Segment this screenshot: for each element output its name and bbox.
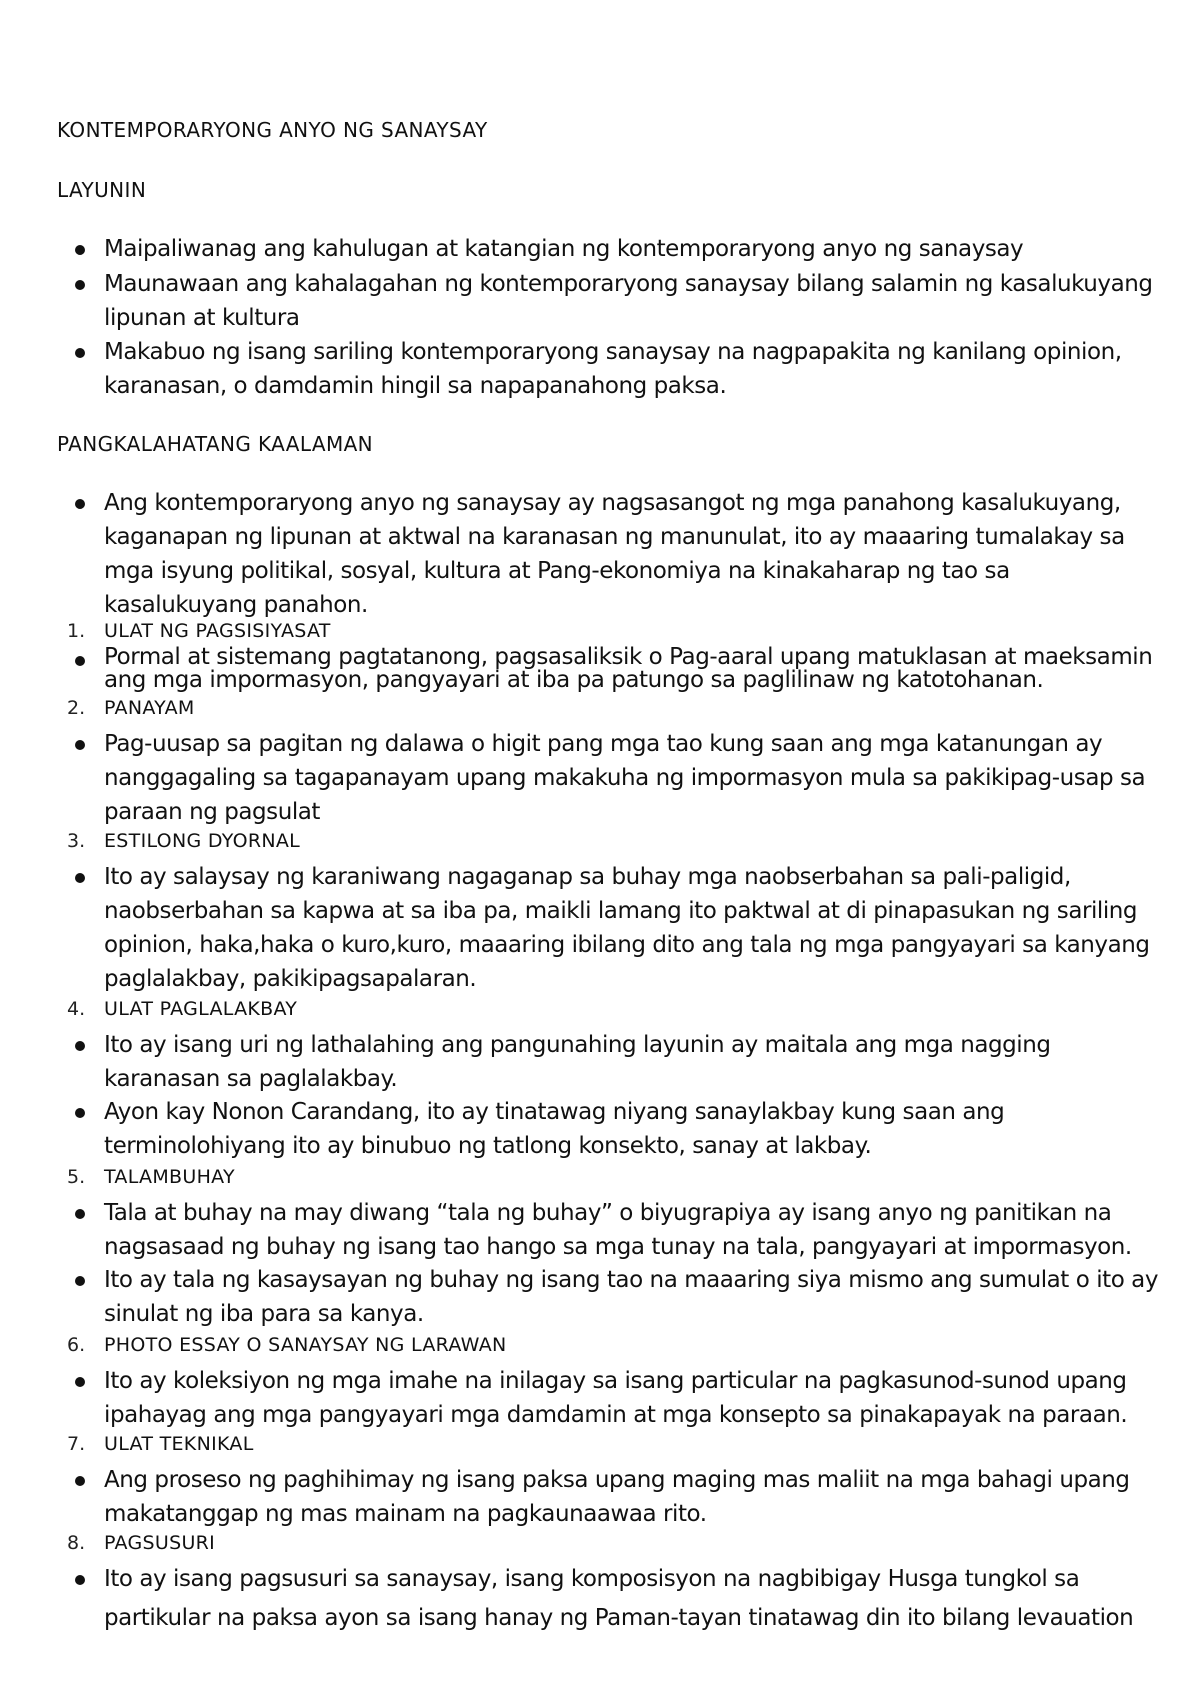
section-heading: PHOTO ESSAY O SANAYSAY NG LARAWAN <box>104 1334 507 1356</box>
section-bullet: Ayon kay Nonon Carandang, ito ay tinatawag niyang sanaylakbay kung saan ang terminolohiyang ito ay binubuo ng tatlong konsekto, sanay at lakbay. <box>104 1099 1005 1159</box>
layunin-item: Makabuo ng isang sariling kontemporaryong sanaysay na nagpapakita ng kanilang opinion, karanasan, o damdamin hingil sa napapanahong paksa. <box>104 339 1122 399</box>
bullet-icon <box>75 1377 85 1387</box>
section-bullet: Pormal at sistemang pagtatanong, pagsasaliksik o Pag-aaral upang matuklasan at maeksamin ang mga impormasyon, pangyayari at iba pa patungo sa paglilinaw ng katotohanan. <box>104 644 1153 693</box>
section-heading: TALAMBUHAY <box>104 1166 235 1188</box>
bullet-icon <box>75 740 85 750</box>
section-number: 4. <box>67 998 86 1020</box>
section-number: 6. <box>67 1334 86 1356</box>
section-number: 1. <box>67 620 86 642</box>
layunin-item: Maunawaan ang kahalagahan ng kontemporaryong sanaysay bilang salamin ng kasalukuyang lipunan at kultura <box>104 271 1153 331</box>
bullet-icon <box>75 280 85 290</box>
section-heading: PANAYAM <box>104 697 195 719</box>
section-heading: ESTILONG DYORNAL <box>104 830 301 852</box>
section-number: 7. <box>67 1433 86 1455</box>
bullet-icon <box>75 1476 85 1486</box>
layunin-item: Maipaliwanag ang kahulugan at katangian ng kontemporaryong anyo ng sanaysay <box>104 236 1024 262</box>
bullet-icon <box>75 245 85 255</box>
bullet-icon <box>75 1041 85 1051</box>
bullet-icon <box>75 1108 85 1118</box>
section-bullet: Ito ay isang pagsusuri sa sanaysay, isang komposisyon na nagbibigay Husga tungkol sa partikular na paksa ayon sa isang hanay ng Paman-tayan tinatawag din ito bilang levauation <box>104 1566 1134 1631</box>
layunin-heading: LAYUNIN <box>57 178 147 202</box>
section-bullet: Pag-uusap sa pagitan ng dalawa o higit pang mga tao kung saan ang mga katanungan ay nanggagaling sa tagapanayam upang makakuha ng impormasyon mula sa pakikipag-usap sa paraan ng pagsulat <box>104 731 1146 825</box>
section-number: 3. <box>67 830 86 852</box>
bullet-icon <box>75 656 85 666</box>
section-number: 2. <box>67 697 86 719</box>
section-heading: ULAT NG PAGSISIYASAT <box>104 620 331 642</box>
bullet-icon <box>75 1575 85 1585</box>
pangkalahatan-heading: PANGKALAHATANG KAALAMAN <box>57 432 374 456</box>
section-bullet: Ito ay koleksiyon ng mga imahe na inilagay sa isang particular na pagkasunod-sunod upang ipahayag ang mga pangyayari mga damdamin at mga konsepto sa pinakapayak na paraan. <box>104 1368 1128 1428</box>
bullet-icon <box>75 499 85 509</box>
section-heading: ULAT PAGLALAKBAY <box>104 998 298 1020</box>
bullet-icon <box>75 873 85 883</box>
section-bullet: Ito ay salaysay ng karaniwang nagaganap sa buhay mga naobserbahan sa pali-paligid, naobserbahan sa kapwa at sa iba pa, maikli lamang ito paktwal at di pinapasukan ng sariling opinion, haka,haka o kuro,kuro, maaaring ibilang dito ang tala ng mga pangyayari sa kanyang paglalakbay, pakikipagsapalaran. <box>104 864 1150 992</box>
section-bullet: Ito ay isang uri ng lathalahing ang pangunahing layunin ay maitala ang mga nagging karanasan sa paglalakbay. <box>104 1032 1051 1092</box>
bullet-icon <box>75 1209 85 1219</box>
document-title: KONTEMPORARYONG ANYO NG SANAYSAY <box>57 118 488 142</box>
section-heading: PAGSUSURI <box>104 1532 216 1554</box>
section-number: 5. <box>67 1166 86 1188</box>
section-bullet: Ito ay tala ng kasaysayan ng buhay ng isang tao na maaaring siya mismo ang sumulat o ito ay sinulat ng iba para sa kanya. <box>104 1267 1158 1327</box>
section-number: 8. <box>67 1532 86 1554</box>
section-bullet: Tala at buhay na may diwang “tala ng buhay” o biyugrapiya ay isang anyo ng panitikan na nagsasaad ng buhay ng isang tao hango sa mga tunay na tala, pangyayari at impormasyon. <box>104 1200 1132 1260</box>
section-heading: ULAT TEKNIKAL <box>104 1433 254 1455</box>
bullet-icon <box>75 348 85 358</box>
bullet-icon <box>75 1276 85 1286</box>
pangkalahatan-intro: Ang kontemporaryong anyo ng sanaysay ay nagsasangot ng mga panahong kasalukuyang, kaganapan ng lipunan at aktwal na karanasan ng manunulat, ito ay maaaring tumalakay sa mga isyung politikal, sosyal, kultura at Pang-ekonomiya na kinakaharap ng tao sa kasalukuyang panahon. <box>104 490 1125 618</box>
section-bullet: Ang proseso ng paghihimay ng isang paksa upang maging mas maliit na mga bahagi upang makatanggap ng mas mainam na pagkaunaawaa rito. <box>104 1467 1130 1527</box>
